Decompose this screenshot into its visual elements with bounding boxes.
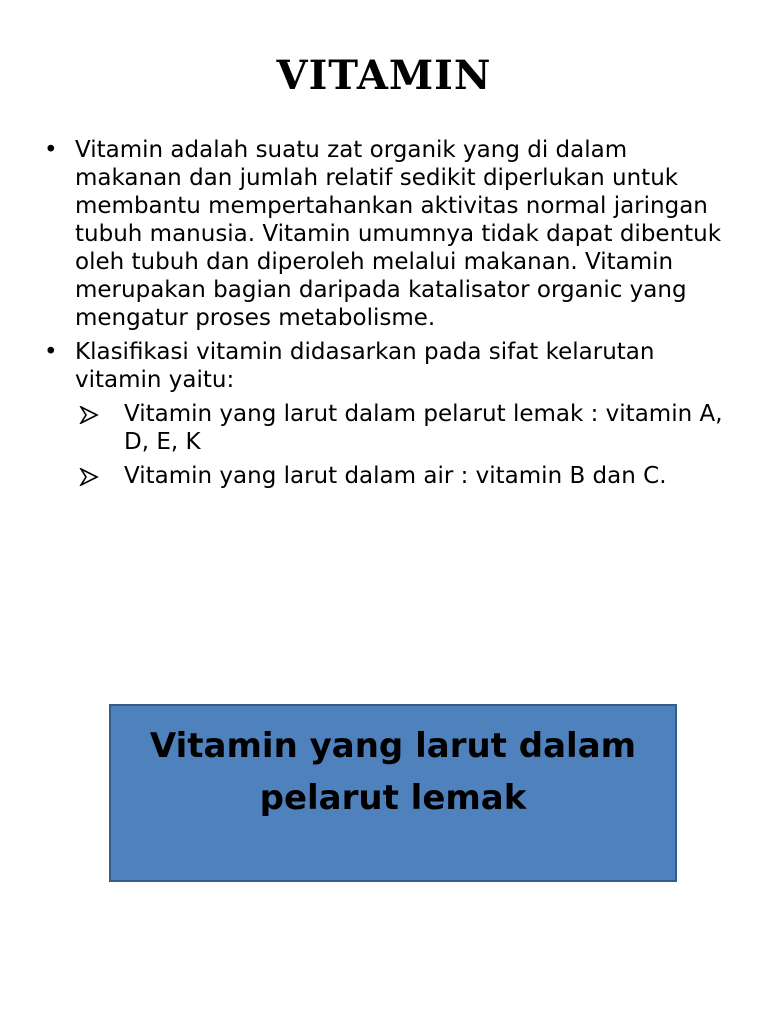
highlight-box-text: Vitamin yang larut dalam pelarut lemak — [149, 726, 637, 818]
slide-title: VITAMIN — [276, 52, 492, 99]
bullet-text: Klasifikasi vitamin didasarkan pada sifat kelarutan vitamin yaitu: — [75, 339, 655, 393]
bullet-item — [44, 338, 734, 394]
sub-bullet-item — [44, 462, 734, 490]
highlight-box — [109, 704, 677, 882]
bullet-dot-icon: • — [44, 339, 58, 365]
sub-bullet-text: Vitamin yang larut dalam pelarut lemak : vitamin A, D, E, K — [124, 401, 723, 455]
bullet-item — [44, 136, 734, 332]
sub-bullet-text: Vitamin yang larut dalam air : vitamin B dan C. — [124, 463, 667, 489]
arrowhead-bullet-icon — [79, 406, 99, 424]
bullet-text: Vitamin adalah suatu zat organik yang di dalam makanan dan jumlah relatif sedikit diperlukan untuk membantu mempertahankan aktivitas normal jaringan tubuh manusia. Vitamin umumnya tidak dapat dibentuk oleh tubuh dan diperoleh melalui makanan. Vitamin merupakan bagian daripada katalisator organic yang mengatur proses metabolisme. — [75, 137, 722, 331]
bullet-dot-icon: • — [44, 137, 58, 163]
sub-bullet-item — [44, 400, 734, 456]
bullet-list — [44, 136, 734, 496]
arrowhead-bullet-icon — [79, 468, 99, 486]
